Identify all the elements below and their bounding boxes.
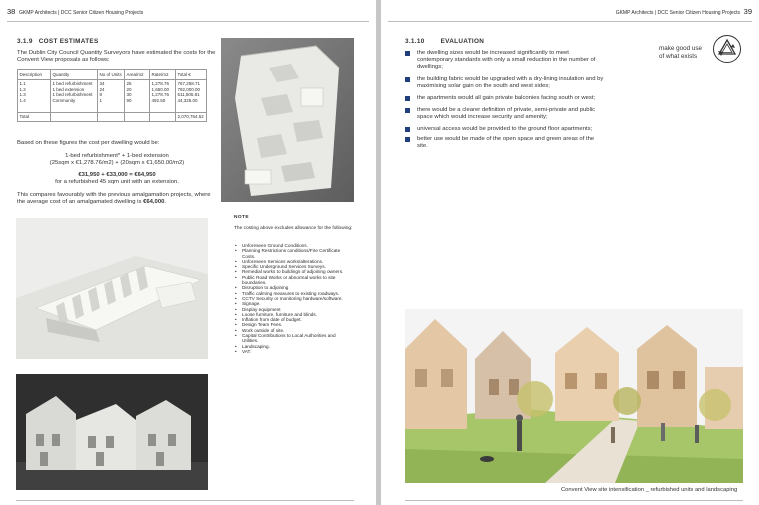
list-item: • Loose furniture, furniture and blinds. [234,312,350,317]
list-item: the building fabric would be upgraded with a dry-lining insulation and by maximising solar gain on the south and west sides; [405,76,605,90]
table-cell [125,113,150,122]
cost-basis: Based on these figures the cost per dwelling would be: [17,140,160,146]
right-page [381,0,759,505]
list-item: • Signage. [234,301,350,306]
list-item: • Landscaping. [234,344,350,349]
page-number-left: 38 [7,7,16,16]
table-cell [150,113,176,122]
list-item: • Unforeseen Ground Conditions. [234,243,350,248]
bullet-square-icon [405,108,410,113]
header-rule [7,21,369,22]
table-total-row [18,113,207,122]
list-item: • Capital Contributions to Local Authorities and Utilities. [234,333,350,344]
list-item: • Unforeseen Services works/alterations. [234,259,350,264]
model-photo-perspective [16,218,208,359]
list-item: the apartments would all gain private balconies facing south or west; [405,95,605,102]
running-header-right: GKMP Architects | DCC Senior Citizen Housing Projects [615,10,740,16]
site-illustration [405,309,743,483]
cost-comparison: This compares favourably with the previous amalgamation projects, where the average cost of an amalgamated dwelling is €64,000. [17,192,211,205]
model-photo-overhead [221,38,354,202]
bullet-square-icon [405,77,410,82]
table-header-cell: Area/m2 [125,70,150,80]
footer-rule [405,500,743,501]
list-item: there would be a clearer definition of private, semi-private and public space which would increase security and amenity; [405,107,605,121]
section-heading: EVALUATION [440,38,485,45]
list-item: universal access would be provided to the ground floor apartments; [405,126,605,133]
table-cell [51,113,98,122]
note-title: NOTE [234,215,249,220]
list-item: • Disruption to adjoining [234,285,350,290]
header-rule [388,21,752,22]
formula-line: 1-bed refurbishment* + 1-bed extension [65,153,169,159]
bullet-square-icon [405,51,410,56]
section-title-cost [17,38,99,45]
running-header-left: GKMP Architects | DCC Senior Citizen Housing Projects [19,10,144,16]
side-note: make good use of what exists [659,45,703,60]
bullet-square-icon [405,137,410,142]
list-item: • CCTV Security or monitoring hardware/software. [234,296,350,301]
section-title-evaluation [405,38,484,45]
average-cost-value: €64,000 [143,199,165,205]
table-cell: 1 bed refurbishment 1 bed extension 1 bed refurbishment Community [51,80,98,113]
table-cell: 1.1 1.2 1.3 1.4 [18,80,51,113]
list-item: • Inflation from date of budget. [234,317,350,322]
table-cell: 2,070,764.52 [176,113,207,122]
table-header-cell: Total € [176,70,207,80]
list-item: • Public Road Works or abnormal works to site boundaries. [234,275,350,286]
cost-intro: The Dublin City Council Quantity Surveyors have estimated the costs for the Convent View proposals as follows: [17,50,216,63]
section-heading: COST ESTIMATES [38,38,99,45]
table-cell: 1,278.76 1,650.00 1,278.76 492.50 [150,80,176,113]
table-row [18,80,207,113]
table-cell: Total [18,113,51,122]
cost-table [17,69,207,122]
table-header-cell: Quantity [51,70,98,80]
left-page [0,0,376,505]
list-item: • Design Team Fees. [234,322,350,327]
list-item: • Work outside of site. [234,328,350,333]
list-item: • Remedial works to buildings of adjoining owners. [234,269,350,274]
table-cell: 767,258.71 792,000.00 511,505.81 44,325.00 [176,80,207,113]
formula-note: for a refurbished 45 sqm unit with an extension. [55,179,179,185]
table-header-cell: Rate/m2 [150,70,176,80]
section-number: 3.1.10 [405,38,425,45]
recycle-icon [712,34,742,64]
section-number: 3.1.9 [17,38,33,45]
note-intro: The costing above excludes allowance for the following: [234,226,353,231]
list-item: the dwelling sizes would be increased significantly to meet contemporary standards with only a small reduction in the number of dwellings; [405,50,605,71]
list-item: • Display equipment [234,307,350,312]
list-item: • Planning Restrictions conditions/Fire Certificate Costs. [234,248,350,259]
list-item: • Traffic calming measures to existing roadways. [234,291,350,296]
bullet-square-icon [405,96,410,101]
list-item: • Specific Underground Services Surveys. [234,264,350,269]
bullet-square-icon [405,127,410,132]
note-list [234,243,350,354]
table-cell: 25 20 30 90 [125,80,150,113]
table-header-cell: Description [18,70,51,80]
model-photo-elevation [16,374,208,490]
formula-result: €31,950 + €33,000 = €64,950 [78,172,156,178]
list-item: better use would be made of the open space and green areas of the site. [405,136,605,150]
table-cell: 34 24 8 1 [98,80,125,113]
footer-rule [16,500,354,501]
table-header-cell: No of Units [98,70,125,80]
illustration-caption: Convent View site intensification _ refurbished units and landscaping [561,487,738,493]
formula-line: (25sqm x €1,278.76/m2) + (20sqm x €1,650.00/m2) [49,160,185,166]
page-number-right: 39 [743,7,752,16]
table-header-row [18,70,207,80]
table-cell [98,113,125,122]
evaluation-list [405,50,605,150]
list-item: • VAT. [234,349,350,354]
